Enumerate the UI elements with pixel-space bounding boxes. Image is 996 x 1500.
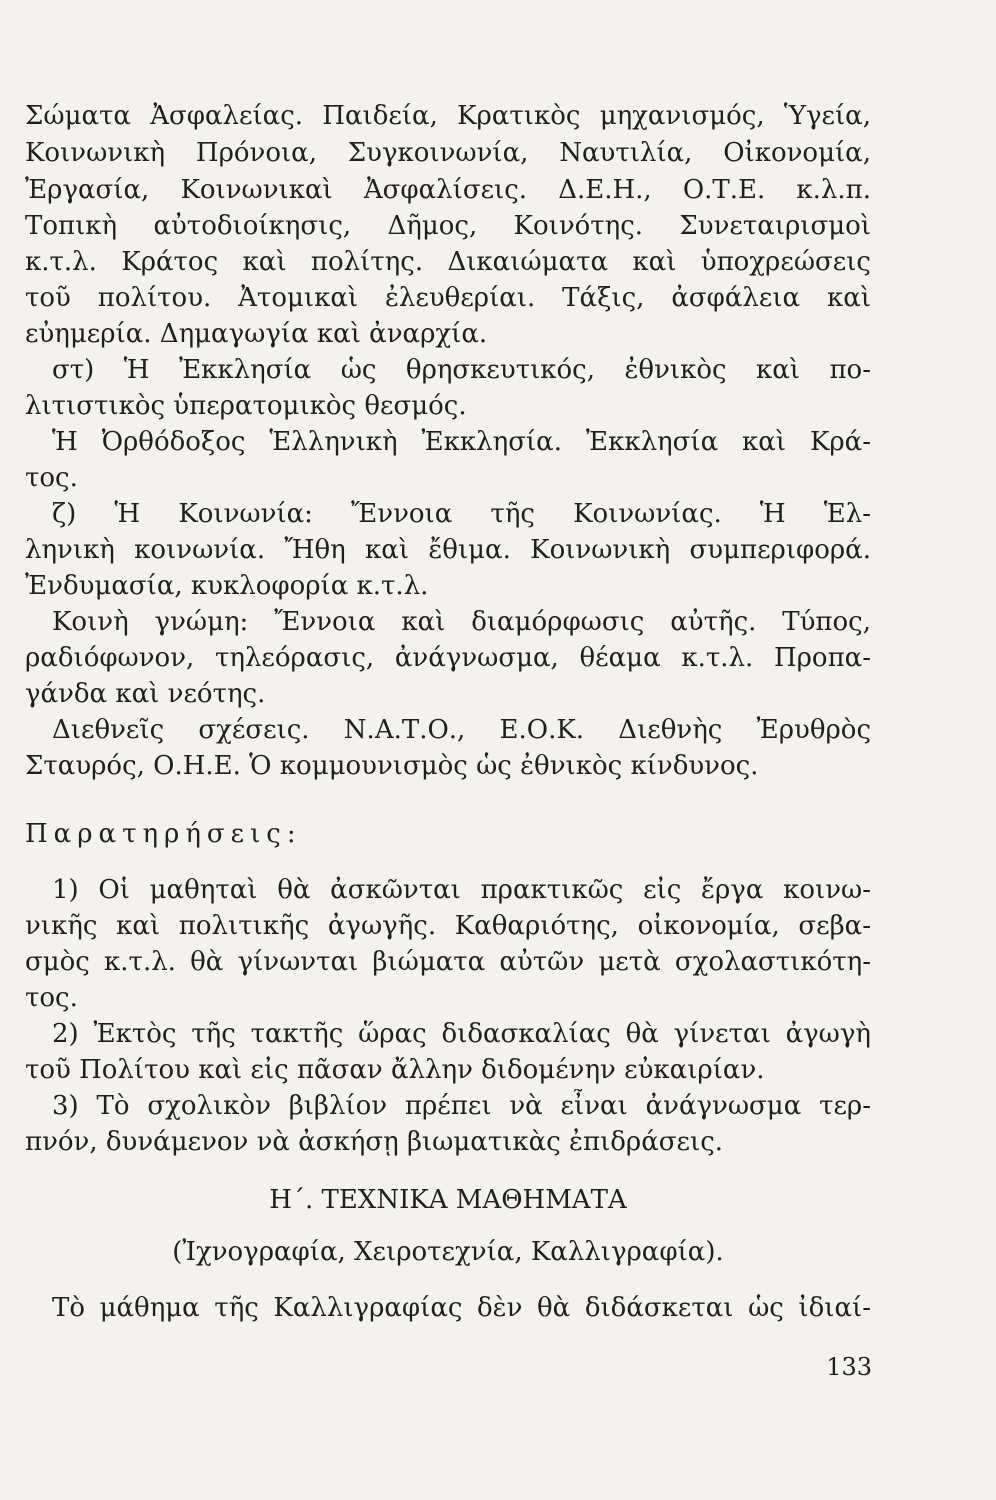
- remark-line: 3) Τὸ σχολικὸν βιβλίον πρέπει νὰ εἶναι ἀνάγνωσμα τερ-: [52, 1091, 871, 1121]
- text-line: Ἡ Ὀρθόδοξος Ἑλληνικὴ Ἐκκλησία. Ἐκκλησία καὶ Κρά-: [52, 427, 871, 457]
- text-line: εὐημερία. Δημαγωγία καὶ ἀναρχία.: [25, 319, 488, 349]
- remark-line: τοῦ Πολίτου καὶ εἰς πᾶσαν ἄλλην διδομένην εὐκαιρίαν.: [25, 1055, 765, 1085]
- remark-line: πνόν, δυνάμενον νὰ ἀσκήσῃ βιωματικὰς ἐπιδράσεις.: [25, 1127, 724, 1157]
- text-line: λιτιστικὸς ὑπερατομικὸς θεσμός.: [25, 391, 467, 421]
- text-line: Κοινὴ γνώμη: Ἔννοια καὶ διαμόρφωσις αὐτῆς. Τύπος,: [52, 607, 871, 637]
- text-line: τοῦ πολίτου. Ἀτομικαὶ ἐλευθερίαι. Τάξις, ἀσφάλεια καὶ: [25, 283, 871, 313]
- text-line: Ἐνδυμασία, κυκλοφορία κ.τ.λ.: [25, 571, 429, 601]
- text-line: Διεθνεῖς σχέσεις. Ν.Α.Τ.Ο., Ε.Ο.Κ. Διεθνὴς Ἐρυθρὸς: [52, 715, 871, 745]
- remark-line: νικῆς καὶ πολιτικῆς ἀγωγῆς. Καθαριότης, οἰκονομία, σεβα-: [25, 911, 871, 941]
- section-heading-line: στ) Ἡ Ἐκκλησία ὡς θρησκευτικός, ἐθνικὸς καὶ πο-: [52, 355, 871, 385]
- remark-line: 2) Ἐκτὸς τῆς τακτῆς ὥρας διδασκαλίας θὰ γίνεται ἀγωγὴ: [52, 1019, 871, 1049]
- text-line: Τὸ μάθημα τῆς Καλλιγραφίας δὲν θὰ διδάσκεται ὡς ἰδιαί-: [52, 1293, 871, 1323]
- text-line: γάνδα καὶ νεότης.: [25, 679, 266, 709]
- page-number: 133: [826, 1353, 872, 1381]
- text-line: Τοπικὴ αὐτοδιοίκησις, Δῆμος, Κοινότης. Συνεταιρισμοὶ: [25, 211, 871, 241]
- text-line: τος.: [25, 463, 78, 493]
- text-line: Σταυρός, Ο.Η.Ε. Ὁ κομμουνισμὸς ὡς ἐθνικὸς κίνδυνος.: [25, 751, 759, 781]
- text-line: κ.τ.λ. Κράτος καὶ πολίτης. Δικαιώματα καὶ ὑποχρεώσεις: [25, 247, 871, 277]
- remark-line: 1) Οἱ μαθηταὶ θὰ ἀσκῶνται πρακτικῶς εἰς ἔργα κοινω-: [52, 875, 871, 905]
- remark-line: σμὸς κ.τ.λ. θὰ γίνωνται βιώματα αὐτῶν μετὰ σχολαστικότη-: [25, 947, 871, 977]
- text-line: Κοινωνικὴ Πρόνοια, Συγκοινωνία, Ναυτιλία, Οἰκονομία,: [25, 138, 871, 168]
- chapter-title: Η΄. ΤΕΧΝΙΚΑ ΜΑΘΗΜΑΤΑ: [269, 1185, 627, 1215]
- chapter-subtitle: (Ἰχνογραφία, Χειροτεχνία, Καλλιγραφία).: [172, 1237, 724, 1267]
- text-line: ραδιόφωνον, τηλεόρασις, ἀνάγνωσμα, θέαμα κ.τ.λ. Προπα-: [25, 643, 871, 673]
- remark-line: τος.: [25, 983, 78, 1013]
- text-line: ληνικὴ κοινωνία. Ἤθη καὶ ἔθιμα. Κοινωνικὴ συμπεριφορά.: [25, 535, 871, 565]
- text-line: Σώματα Ἀσφαλείας. Παιδεία, Κρατικὸς μηχανισμός, Ὑγεία,: [25, 101, 871, 131]
- section-heading-line: ζ) Ἡ Κοινωνία: Ἔννοια τῆς Κοινωνίας. Ἡ Ἑλ-: [52, 499, 871, 529]
- text-line: Ἐργασία, Κοινωνικαὶ Ἀσφαλίσεις. Δ.Ε.Η., Ο.Τ.Ε. κ.λ.π.: [25, 175, 871, 205]
- remarks-heading: Παρατηρήσεις:: [25, 819, 302, 849]
